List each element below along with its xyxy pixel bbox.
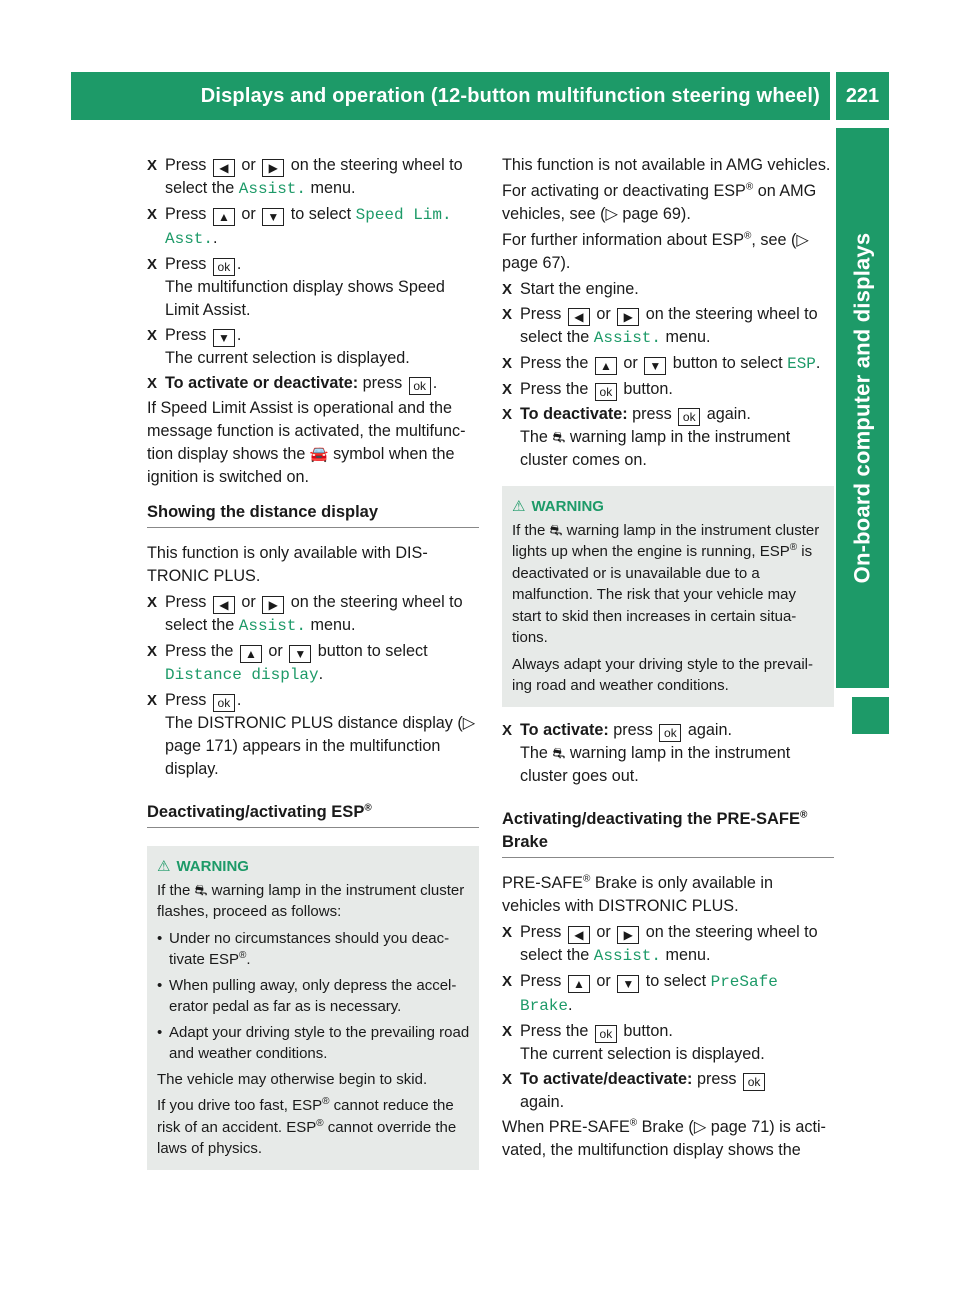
step-arrow-icon: X [147, 594, 158, 611]
left-arrow-button-icon: ◀ [568, 308, 590, 326]
ok-button-icon: ok [678, 408, 700, 426]
page-number: 221 [836, 72, 889, 120]
down-arrow-button-icon: ▼ [213, 329, 235, 347]
step-activate: X To activate: press ok again. The ⛐ warning lamp in the instrument cluster goes out. [502, 720, 791, 785]
body-paragraph: PRE-SAFE® Brake is only available in vehicles with DISTRONIC PLUS. [502, 873, 774, 915]
speed-limit-assist-icon: 🚘 [309, 446, 329, 463]
side-tab-label: On-board computer and displays [849, 232, 875, 584]
left-arrow-button-icon: ◀ [568, 926, 590, 944]
section-heading: Deactivating/activating ESP® [147, 801, 479, 828]
esp-off-lamp-icon: ⛐ [552, 429, 566, 446]
warning-title: ⚠ WARNING [157, 856, 471, 878]
esp-off-lamp-icon: ⛐ [549, 521, 563, 539]
list-item: • Under no circumstances should you deac-tivate ESP®. [157, 928, 471, 971]
page-ref-icon: ▷ [693, 1117, 707, 1136]
step-result: The current selection is displayed. [165, 349, 410, 367]
step-arrow-icon: X [147, 256, 158, 273]
menu-name: Assist. [593, 329, 662, 347]
left-arrow-button-icon: ◀ [213, 159, 235, 177]
right-arrow-button-icon: ▶ [617, 926, 639, 944]
menu-name: Assist. [593, 946, 662, 965]
esp-off-lamp-icon: ⛐ [552, 744, 566, 762]
step-select-esp: X Press the ▲ or ▼ button to select ESP. [502, 354, 821, 373]
page-header-title: Displays and operation (12-button multifunction steering wheel) [200, 84, 820, 107]
body-paragraph: This function is only available with DIS-TRONIC PLUS. [147, 544, 428, 585]
menu-item-name: ESP [787, 355, 816, 373]
body-paragraph: When PRE-SAFE® Brake (▷ page 71) is acti-vated, the multifunction display shows the [502, 1117, 826, 1159]
step-arrow-icon: X [502, 406, 513, 423]
right-arrow-button-icon: ▶ [617, 308, 639, 326]
section-heading: Activating/deactivating the PRE-SAFE® Brake [502, 808, 834, 858]
down-arrow-button-icon: ▼ [644, 357, 666, 375]
down-arrow-button-icon: ▼ [289, 645, 311, 663]
step-select-assist-menu: X Press ◀ or ▶ on the steering wheel to select the Assist. menu. [502, 305, 818, 347]
step-arrow-icon: X [147, 643, 158, 660]
menu-item-name: PreSafe Brake [520, 972, 778, 1015]
right-arrow-button-icon: ▶ [262, 596, 284, 614]
menu-name: Assist. [238, 617, 307, 635]
step-arrow-icon: X [147, 692, 158, 709]
ok-button-icon: ok [595, 1025, 617, 1043]
ok-button-icon: ok [659, 724, 681, 742]
ok-button-icon: ok [595, 383, 617, 401]
step-press-ok: X Press the ok button. [502, 380, 673, 399]
right-column [502, 154, 834, 1165]
step-press-down: X Press ▼ . The current selection is displayed. [147, 326, 410, 367]
left-arrow-button-icon: ◀ [213, 596, 235, 614]
step-arrow-icon: X [502, 306, 513, 323]
body-paragraph: This function is not available in AMG vehicles. [502, 156, 831, 174]
step-arrow-icon: X [502, 1022, 513, 1040]
ok-button-icon: ok [409, 377, 431, 395]
section-heading: Showing the distance display [147, 501, 479, 528]
step-press-ok: X Press ok . The multifunction display shows Speed Limit Assist. [147, 255, 445, 319]
step-select-assist-menu: X Press ◀ or ▶ on the steering wheel to select the Assist. menu. [502, 922, 818, 965]
step-select-assist-menu: X Press ◀ or ▶ on the steering wheel to select the Assist. menu. [147, 156, 463, 198]
step-select-presafe-brake: X Press ▲ or ▼ to select PreSafe Brake. [502, 971, 778, 1015]
side-tab-marker [852, 697, 889, 734]
step-arrow-icon: X [502, 923, 513, 941]
step-select-assist-menu: X Press ◀ or ▶ on the steering wheel to select the Assist. menu. [147, 593, 463, 635]
warning-title: ⚠ WARNING [512, 496, 826, 518]
step-arrow-icon: X [147, 375, 158, 392]
menu-item-name: Distance display [165, 666, 319, 684]
step-select-distance-display: X Press the ▲ or ▼ button to select Distance display. [147, 642, 428, 684]
step-press-ok: X Press the ok button. The current selection is displayed. [502, 1021, 765, 1063]
step-arrow-icon: X [502, 381, 513, 398]
step-result: The current selection is displayed. [520, 1044, 765, 1063]
step-arrow-icon: X [502, 721, 513, 739]
page-ref-icon: ▷ [462, 714, 476, 732]
step-start-engine: X Start the engine. [502, 278, 834, 301]
header-bar [71, 72, 830, 120]
menu-item-name: Speed Lim. Asst. [165, 206, 452, 248]
step-activate-deactivate: X To activate/deactivate: press ok again. [502, 1068, 834, 1114]
step-arrow-icon: X [502, 972, 513, 990]
step-arrow-icon: X [502, 281, 513, 298]
step-press-ok: X Press ok . The DISTRONIC PLUS distance display (▷ page 171) appears in the multifunction display. [147, 691, 476, 778]
page-ref-icon: ▷ [605, 205, 618, 223]
list-item: • Adapt your driving style to the prevailing road and weather conditions. [157, 1022, 471, 1065]
right-arrow-button-icon: ▶ [262, 159, 284, 177]
up-arrow-button-icon: ▲ [240, 645, 262, 663]
body-paragraph: For further information about ESP®, see (▷ page 67). [502, 230, 809, 272]
left-column [147, 154, 479, 1182]
step-arrow-icon: X [147, 327, 158, 344]
warning-triangle-icon: ⚠ [512, 498, 526, 515]
up-arrow-button-icon: ▲ [568, 975, 590, 993]
down-arrow-button-icon: ▼ [617, 975, 639, 993]
warning-box: ⚠ WARNING If the ⛐ warning lamp in the instrument cluster flashes, proceed as follows: • Under no circumstances should you deac-tivate ESP®. • When pulling away, only depress the accel-erator pedal as far as is necessary. • Adapt your driving style to the prevailing road and weather conditions. The vehicle may otherwise begin to skid. If you drive too fast, ESP® cannot reduce the risk of an accident. ESP® cannot override the laws of physics. [147, 846, 479, 1170]
ok-button-icon: ok [213, 694, 235, 712]
esp-warning-lamp-icon: ⛐ [194, 881, 208, 899]
step-deactivate: X To deactivate: press ok again. The ⛐ warning lamp in the instrument cluster comes on. [502, 405, 791, 469]
body-paragraph: If Speed Limit Assist is operational and the message function is activated, the multifunc-tion display shows the 🚘 symbol when the ignition is switched on. [147, 399, 466, 486]
step-select-speed-lim-asst: X Press ▲ or ▼ to select Speed Lim. Asst.. [147, 205, 452, 248]
warning-box: ⚠ WARNING If the ⛐ warning lamp in the instrument cluster lights up when the engine is running, ESP® is deactivated or is unavailable due to a malfunction. The risk that your vehicle may start to skid then increases in certain situa-tions. Always adapt your driving style to the prevail-ing road and weather conditions. [502, 486, 834, 707]
list-item: • When pulling away, only depress the accel-erator pedal as far as is necessary. [157, 975, 471, 1018]
body-paragraph: For activating or deactivating ESP® on AMG vehicles, see (▷ page 69). [502, 181, 817, 223]
down-arrow-button-icon: ▼ [262, 208, 284, 226]
step-arrow-icon: X [147, 157, 158, 174]
up-arrow-button-icon: ▲ [595, 357, 617, 375]
ok-button-icon: ok [743, 1073, 765, 1091]
warning-triangle-icon: ⚠ [157, 858, 171, 875]
ok-button-icon: ok [213, 258, 235, 276]
step-arrow-icon: X [147, 206, 158, 223]
page-ref-icon: ▷ [796, 231, 809, 249]
step-arrow-icon: X [502, 355, 513, 372]
step-activate-deactivate: X To activate or deactivate: press ok . [147, 374, 438, 393]
step-result: The multifunction display shows Speed Limit Assist. [165, 278, 445, 319]
up-arrow-button-icon: ▲ [213, 208, 235, 226]
step-arrow-icon: X [502, 1070, 513, 1088]
menu-name: Assist. [238, 180, 307, 198]
